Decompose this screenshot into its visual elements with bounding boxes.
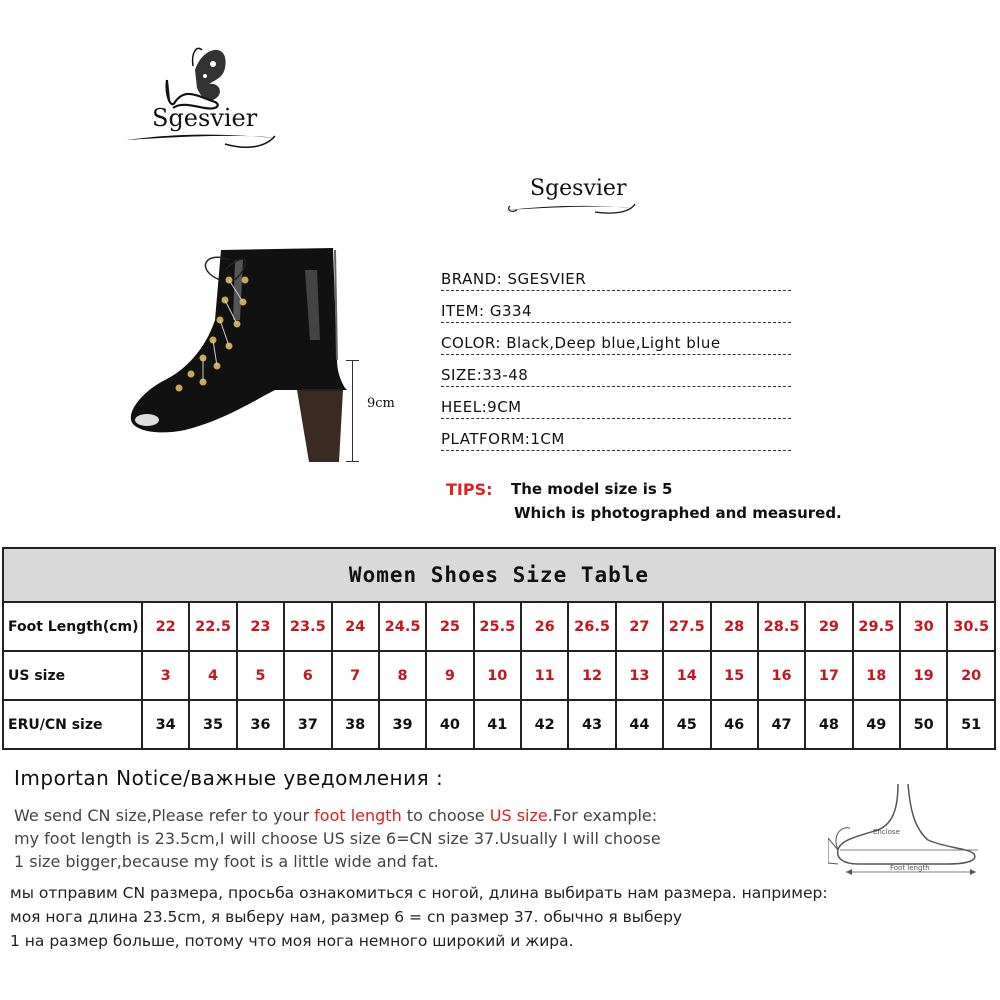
- size-cell: 25.5: [474, 602, 521, 651]
- logo-swoosh-icon: [505, 196, 640, 216]
- size-cell: 24.5: [379, 602, 426, 651]
- size-cell: 8: [379, 651, 426, 700]
- foot-length-row: [3, 602, 995, 651]
- notice-english-line-3: 1 size bigger,because my foot is a little wide and fat.: [14, 852, 439, 871]
- size-cell: 43: [568, 700, 615, 749]
- size-cell: 41: [474, 700, 521, 749]
- notice-russian-line-2: моя нога длина 23.5cm, я выберу нам, размер 6 = cn размер 37. обычно я выберу: [10, 908, 683, 926]
- size-cell: 28: [711, 602, 758, 651]
- size-cell: 39: [379, 700, 426, 749]
- size-cell: 16: [758, 651, 805, 700]
- size-cell: 49: [853, 700, 900, 749]
- size-cell: 35: [189, 700, 236, 749]
- heel-height-label: 9cm: [367, 396, 395, 411]
- size-cell: 27.5: [663, 602, 710, 651]
- notice-english-line-1: We send CN size,Please refer to your foot length to choose US size.For example:: [14, 806, 658, 825]
- spec-color: COLOR: Black,Deep blue,Light blue: [441, 334, 791, 355]
- row-header: Foot Length(cm): [3, 602, 142, 651]
- size-cell: 3: [142, 651, 189, 700]
- size-cell: 14: [663, 651, 710, 700]
- tips-line-2: Which is photographed and measured.: [514, 504, 842, 522]
- boot-product-image: [125, 240, 365, 470]
- size-cell: 23: [237, 602, 284, 651]
- foot-measurement-diagram-icon: [828, 778, 988, 878]
- size-table-title: Women Shoes Size Table: [3, 548, 995, 602]
- tips-line-1: The model size is 5: [511, 480, 673, 498]
- size-cell: 47: [758, 700, 805, 749]
- notice-english-line-2: my foot length is 23.5cm,I will choose US size 6=CN size 37.Usually I will choose: [14, 829, 661, 848]
- size-cell: 22: [142, 602, 189, 651]
- enclose-label: Enclose: [873, 828, 900, 836]
- size-cell: 26: [521, 602, 568, 651]
- size-cell: 23.5: [284, 602, 331, 651]
- size-cell: 51: [947, 700, 995, 749]
- brand-logo-text-secondary: Sgesvier: [530, 176, 627, 201]
- foot-length-highlight: foot length: [314, 806, 402, 825]
- spec-heel: HEEL:9CM: [441, 398, 791, 419]
- size-cell: 22.5: [189, 602, 236, 651]
- size-cell: 30: [900, 602, 947, 651]
- brand-logo-shoe-icon: [125, 40, 285, 160]
- size-cell: 40: [426, 700, 473, 749]
- foot-length-label: Foot length: [890, 864, 930, 872]
- size-table: [2, 547, 996, 750]
- size-cell: 34: [142, 700, 189, 749]
- notice-title: Importan Notice/важные уведомления :: [14, 766, 444, 790]
- spec-size: SIZE:33-48: [441, 366, 791, 387]
- brand-logo-text: Sgesvier: [152, 104, 258, 132]
- size-cell: 46: [711, 700, 758, 749]
- dimension-tick-bottom: [346, 461, 359, 462]
- size-cell: 50: [900, 700, 947, 749]
- size-cell: 29: [805, 602, 852, 651]
- size-cell: 6: [284, 651, 331, 700]
- size-cell: 12: [568, 651, 615, 700]
- size-cell: 25: [426, 602, 473, 651]
- dimension-line: [352, 360, 353, 462]
- size-cell: 44: [616, 700, 663, 749]
- size-cell: 26.5: [568, 602, 615, 651]
- size-cell: 29.5: [853, 602, 900, 651]
- spec-platform: PLATFORM:1CM: [441, 430, 791, 451]
- us-size-row: [3, 651, 995, 700]
- size-cell: 30.5: [947, 602, 995, 651]
- size-cell: 37: [284, 700, 331, 749]
- spec-item: ITEM: G334: [441, 302, 791, 323]
- size-cell: 28.5: [758, 602, 805, 651]
- row-header: US size: [3, 651, 142, 700]
- size-cell: 13: [616, 651, 663, 700]
- eu-cn-size-row: [3, 700, 995, 749]
- size-cell: 45: [663, 700, 710, 749]
- size-cell: 11: [521, 651, 568, 700]
- size-cell: 17: [805, 651, 852, 700]
- size-cell: 19: [900, 651, 947, 700]
- size-cell: 27: [616, 602, 663, 651]
- size-cell: 15: [711, 651, 758, 700]
- notice-russian-line-1: мы отправим CN размера, просьба ознакомиться с ногой, длина выбирать нам размера. например:: [10, 884, 828, 902]
- us-size-highlight: US size: [489, 806, 548, 825]
- spec-brand: BRAND: SGESVIER: [441, 270, 791, 291]
- row-header: ERU/CN size: [3, 700, 142, 749]
- size-cell: 7: [332, 651, 379, 700]
- notice-russian-line-3: 1 на размер больше, потому что моя нога немного широкий и жира.: [10, 932, 574, 950]
- size-cell: 36: [237, 700, 284, 749]
- size-cell: 48: [805, 700, 852, 749]
- size-cell: 42: [521, 700, 568, 749]
- size-cell: 18: [853, 651, 900, 700]
- size-cell: 24: [332, 602, 379, 651]
- tips-label: TIPS:: [446, 480, 493, 499]
- size-cell: 20: [947, 651, 995, 700]
- size-cell: 9: [426, 651, 473, 700]
- size-cell: 38: [332, 700, 379, 749]
- size-cell: 5: [237, 651, 284, 700]
- size-cell: 10: [474, 651, 521, 700]
- size-cell: 4: [189, 651, 236, 700]
